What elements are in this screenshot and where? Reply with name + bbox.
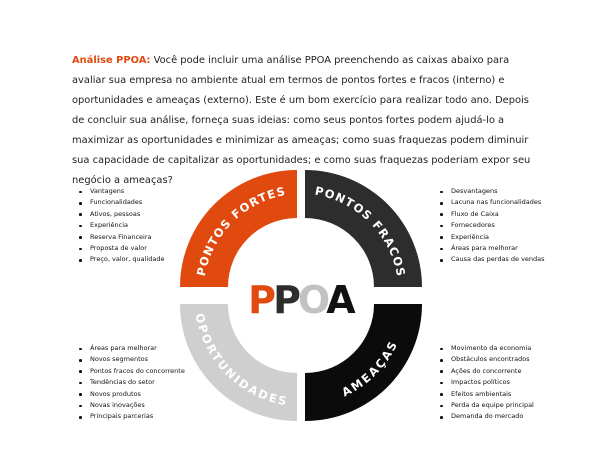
threats-label: AMEAÇAS [339, 338, 401, 400]
list-item: Ativos, pessoas [79, 209, 165, 220]
intro-lead: Análise PPOA: [72, 55, 151, 66]
list-item: Pontos fracos do concorrente [79, 366, 185, 377]
list-item: Novas inovações [79, 400, 185, 411]
list-item: Funcionalidades [79, 197, 165, 208]
list-item: Fluxo de Caixa [440, 209, 545, 220]
list-item: Experiência [79, 220, 165, 231]
center-letter-p2: P [273, 278, 301, 322]
list-item: Perda da equipe principal [440, 400, 534, 411]
list-item: Causa das perdas de vendas [440, 254, 545, 265]
list-item: Principais parcerias [79, 411, 185, 422]
center-letter-p1: P [248, 278, 276, 322]
list-item: Obstáculos encontrados [440, 354, 534, 365]
center-letter-a: A [326, 278, 356, 322]
center-letter-o: O [297, 278, 331, 322]
list-item: Ações do concorrente [440, 366, 534, 377]
list-item: Novos produtos [79, 389, 185, 400]
list-item: Demanda do mercado [440, 411, 534, 422]
list-item: Reserva Financeira [79, 232, 165, 243]
list-item: Proposta de valor [79, 243, 165, 254]
list-item: Áreas para melhorar [440, 243, 545, 254]
list-item: Fornecedores [440, 220, 545, 231]
list-item: Vantagens [79, 186, 165, 197]
list-item: Experiência [440, 232, 545, 243]
list-item: Áreas para melhorar [79, 343, 185, 354]
list-item: Tendências do setor [79, 377, 185, 388]
list-item: Efeitos ambientais [440, 389, 534, 400]
list-item: Preço, valor, qualidade [79, 254, 165, 265]
strengths-label: PONTOS FORTES [193, 183, 288, 278]
weaknesses-label: PONTOS FRACOS [313, 183, 409, 279]
list-item: Lacuna nas funcionalidades [440, 197, 545, 208]
opportunities-label: OPORTUNIDADES [192, 312, 289, 409]
list-item: Movimento da economia [440, 343, 534, 354]
intro-text: Você pode incluir uma análise PPOA preenchendo as caixas abaixo para avaliar sua empresa no ambiente atual em termos de pontos fortes e fracos (interno) e oportunidades e ameaças (externo). Este é um bom exercício para realizar todo ano. Depois de concluir sua análise, forneça suas ideias: como seus pontos fortes podem ajudá-lo a maximizar as oportunidades e minimizar as ameaças; como suas fraquezas podem diminuir sua capacidade de capitalizar as oportunidades; e como suas fraquezas poderiam expor seu negócio a ameaças? [72, 55, 531, 186]
list-item: Impactos políticos [440, 377, 534, 388]
list-item: Desvantagens [440, 186, 545, 197]
list-item: Novos segmentos [79, 354, 185, 365]
